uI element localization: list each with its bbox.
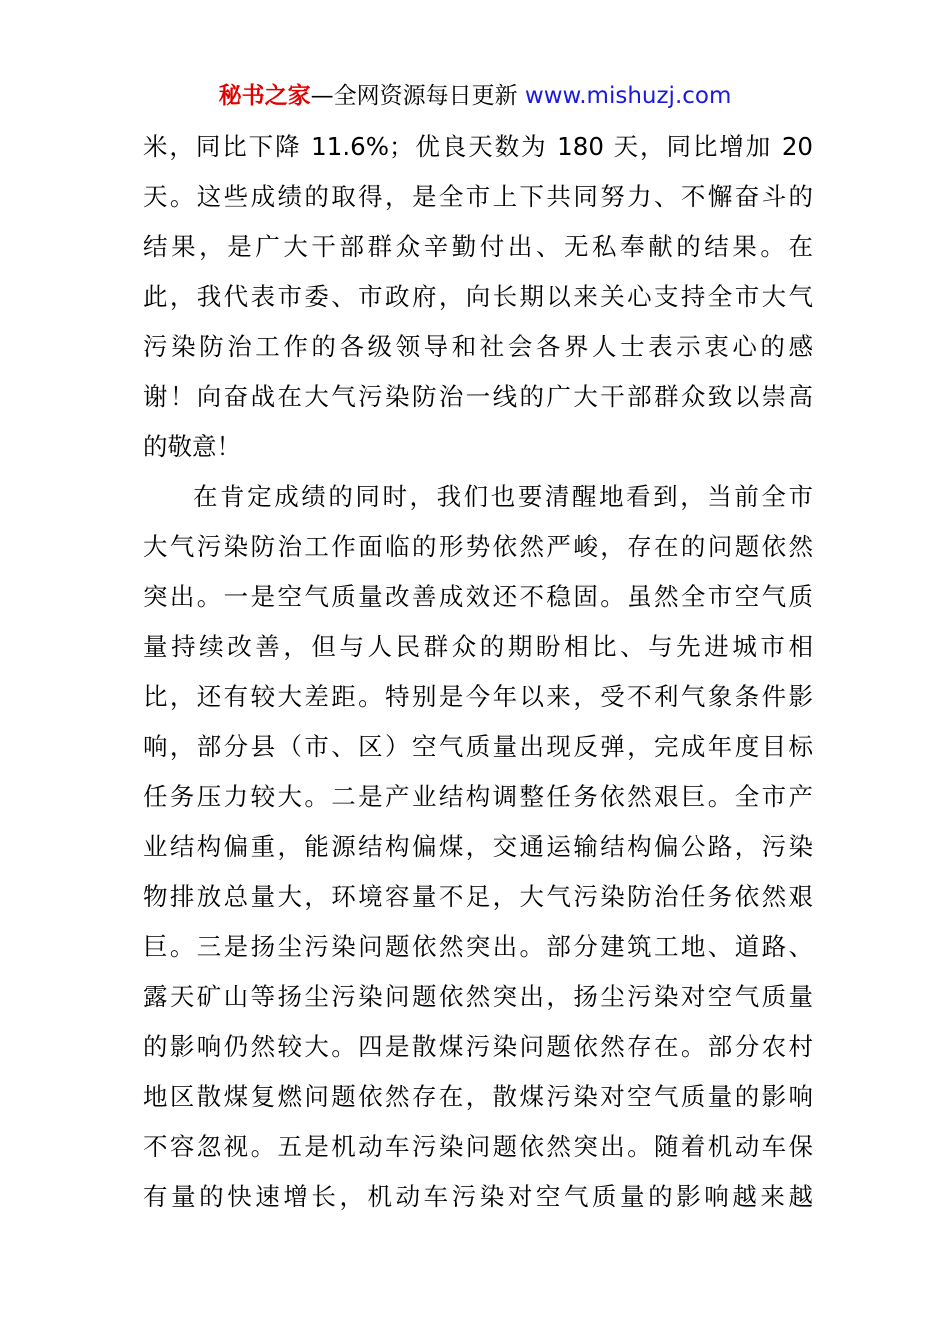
paragraph [143,472,813,1222]
text-line: 响，部分县（市、区）空气质量出现反弹，完成年度目标 [143,732,813,761]
text-line: 突出。一是空气质量改善成效还不稳固。虽然全市空气质 [143,582,813,611]
text-line: 在肯定成绩的同时，我们也要清醒地看到，当前全市 [193,482,813,511]
text-line: 污染防治工作的各级领导和社会各界人士表示衷心的感 [143,332,813,361]
text-line: 业结构偏重，能源结构偏煤，交通运输结构偏公路，污染 [143,832,813,861]
text-line: 露天矿山等扬尘污染问题依然突出，扬尘污染对空气质量 [143,982,813,1011]
text-line: 地区散煤复燃问题依然存在，散煤污染对空气质量的影响 [143,1082,813,1111]
site-url-link[interactable]: www.mishuzj.com [524,83,732,109]
text-line: 巨。三是扬尘污染问题依然突出。部分建筑工地、道路、 [143,932,813,961]
text-line: 的影响仍然较大。四是散煤污染问题依然存在。部分农村 [143,1032,813,1061]
text-line: 的敬意！ [143,432,241,461]
text-line: 结果，是广大干部群众辛勤付出、无私奉献的结果。在 [143,232,813,261]
text-line: 物排放总量大，环境容量不足，大气污染防治任务依然艰 [143,882,813,911]
site-tagline: —全网资源每日更新 [310,83,525,109]
paragraph [143,122,813,472]
text-line: 不容忽视。五是机动车污染问题依然突出。随着机动车保 [143,1132,813,1161]
text-line: 天。这些成绩的取得，是全市上下共同努力、不懈奋斗的 [143,182,813,211]
document-body [143,122,813,1222]
site-header [0,80,950,112]
text-line: 此，我代表市委、市政府，向长期以来关心支持全市大气 [143,282,813,311]
site-brand: 秘书之家 [218,83,311,109]
text-line: 谢！向奋战在大气污染防治一线的广大干部群众致以崇高 [143,382,813,411]
text-line: 有量的快速增长，机动车污染对空气质量的影响越来越 [143,1182,813,1211]
text-line: 任务压力较大。二是产业结构调整任务依然艰巨。全市产 [143,782,813,811]
text-line: 量持续改善，但与人民群众的期盼相比、与先进城市相 [143,632,813,661]
text-line: 米，同比下降 11.6%；优良天数为 180 天，同比增加 20 [143,132,813,161]
text-line: 比，还有较大差距。特别是今年以来，受不利气象条件影 [143,682,813,711]
text-line: 大气污染防治工作面临的形势依然严峻，存在的问题依然 [143,532,813,561]
